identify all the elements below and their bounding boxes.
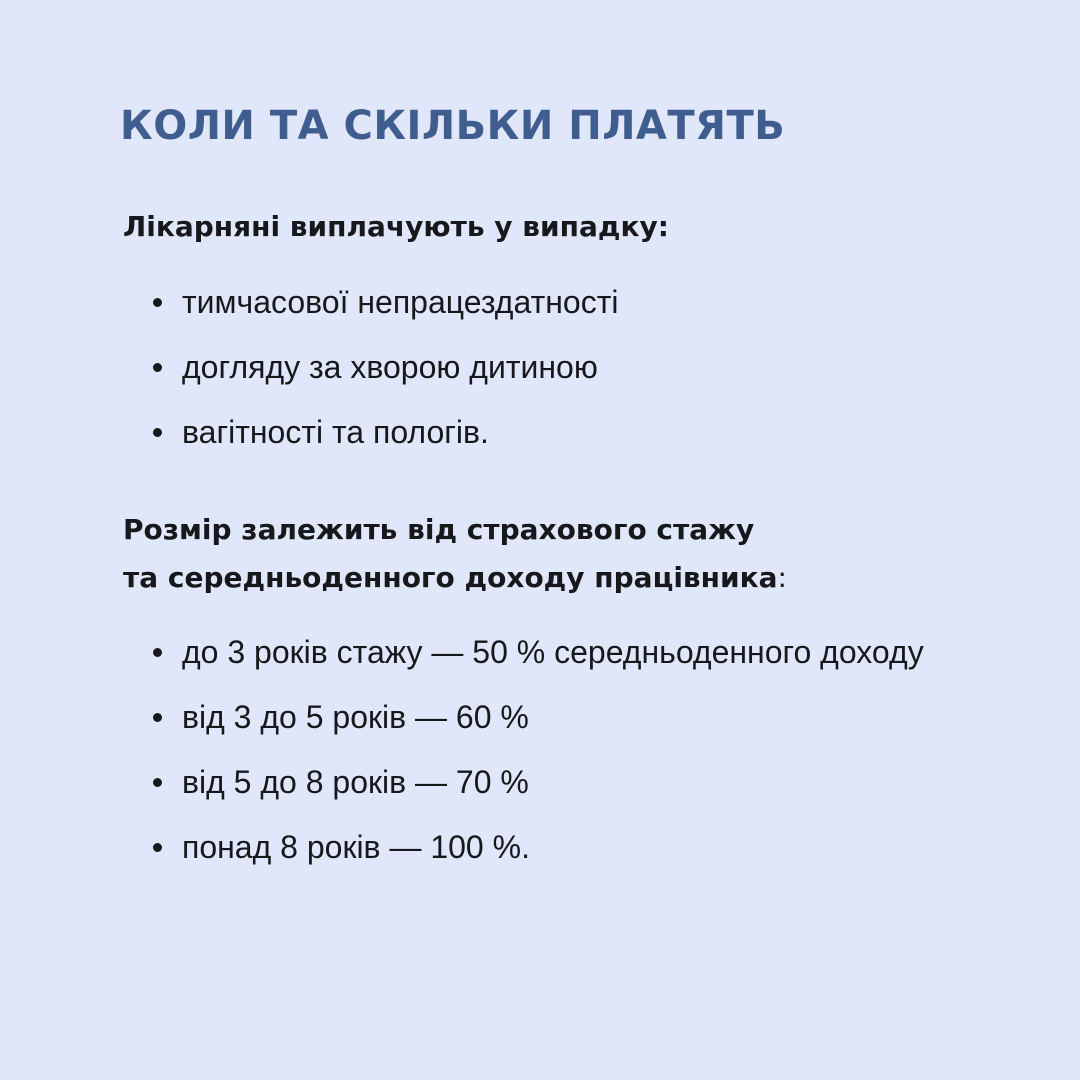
section-heading-amount bbox=[123, 506, 787, 602]
list-item bbox=[150, 758, 940, 806]
heading-line-1: Розмір залежить від страхового стажу bbox=[123, 513, 755, 546]
list-item bbox=[150, 693, 940, 741]
cases-list bbox=[150, 278, 940, 473]
bullet-icon bbox=[153, 713, 162, 722]
heading-line-2: та середньоденного доходу працівника bbox=[123, 561, 778, 594]
list-item-text: вагітності та пологів. bbox=[182, 414, 489, 450]
list-item-text: від 5 до 8 років — 70 % bbox=[182, 764, 529, 800]
bullet-icon bbox=[153, 843, 162, 852]
list-item-text: до 3 років стажу — 50 % середньоденного доходу bbox=[182, 634, 924, 670]
list-item bbox=[150, 278, 940, 326]
list-item bbox=[150, 343, 940, 391]
list-item bbox=[150, 823, 940, 871]
bullet-icon bbox=[153, 428, 162, 437]
bullet-icon bbox=[153, 648, 162, 657]
list-item bbox=[150, 628, 940, 676]
section-heading-cases: Лікарняні виплачують у випадку: bbox=[123, 210, 669, 243]
bullet-icon bbox=[153, 298, 162, 307]
list-item bbox=[150, 408, 940, 456]
page-title: КОЛИ ТА СКІЛЬКИ ПЛАТЯТЬ bbox=[120, 103, 786, 149]
list-item-text: тимчасової непрацездатності bbox=[182, 284, 619, 320]
bullet-icon bbox=[153, 363, 162, 372]
rates-list bbox=[150, 628, 940, 888]
list-item-text: догляду за хворою дитиною bbox=[182, 349, 598, 385]
list-item-text: від 3 до 5 років — 60 % bbox=[182, 699, 529, 735]
heading-colon: : bbox=[777, 561, 787, 594]
bullet-icon bbox=[153, 778, 162, 787]
list-item-text: понад 8 років — 100 %. bbox=[182, 829, 530, 865]
